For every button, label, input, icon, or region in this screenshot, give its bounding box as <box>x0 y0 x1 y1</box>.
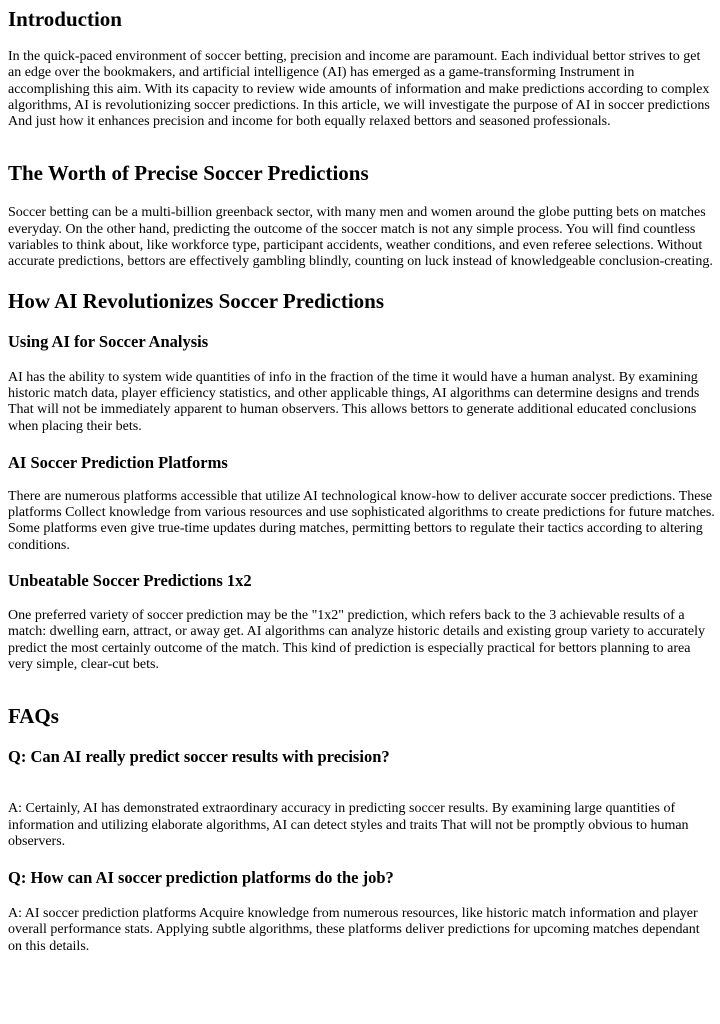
subheading-ai-analysis: Using AI for Soccer Analysis <box>8 331 209 351</box>
heading-introduction: Introduction <box>8 7 122 31</box>
faq-answer: A: AI soccer prediction platforms Acquire knowledge from numerous resources, like historic match information and player overall performance stats. Applying subtle algorithms, these platforms deliver predictions for upcoming matches dependant on this details. <box>8 906 700 954</box>
paragraph-ai-analysis: AI has the ability to system wide quantities of info in the fraction of the time it would have a human analyst. By examining historic match data, player efficiency statistics, and other applicable things, AI algorithms can determine designs and trends That will not be immediately apparent to human observers. This allows bettors to generate additional educated conclusions when placing their bets. <box>8 369 700 434</box>
heading-faqs: FAQs <box>8 704 59 729</box>
faq-question: Q: How can AI soccer prediction platforms do the job? <box>8 868 394 888</box>
subheading-1x2: Unbeatable Soccer Predictions 1x2 <box>8 571 252 591</box>
paragraph-worth: Soccer betting can be a multi-billion greenback sector, with many men and women around the globe putting bets on matches everyday. On the other hand, predicting the outcome of the soccer match is not any simple process. You will find countless variables to think about, like workforce type, participant accidents, weather conditions, and even referee selections. Without accurate predictions, bettors are effectively gambling blindly, counting on luck instead of knowledgeable conclusion-creating. <box>8 205 713 270</box>
paragraph-1x2: One preferred variety of soccer prediction may be the "1x2" prediction, which refers back to the 3 achievable results of a match: dwelling earn, attract, or away get. AI algorithms can analyze historic details and existing group variety to accurately predict the most certainly outcome of the match. This kind of prediction is especially practical for bettors planning to area very simple, clear-cut bets. <box>8 608 706 672</box>
faq-answer: A: Certainly, AI has demonstrated extraordinary accuracy in predicting soccer results. By examining large quantities of information and utilizing elaborate algorithms, AI can detect styles and traits That will not be promptly obvious to human observers. <box>8 801 689 849</box>
paragraph-platforms: There are numerous platforms accessible that utilize AI technological know-how to deliver accurate soccer predictions. These platforms Collect knowledge from various resources and use sophisticated algorithms to create predictions for future matches. Some platforms even give true-time updates during matches, permitting bettors to regulate their tactics according to altering conditions. <box>8 488 715 553</box>
faq-question: Q: Can AI really predict soccer results with precision? <box>8 747 390 767</box>
heading-worth: The Worth of Precise Soccer Predictions <box>8 161 369 186</box>
subheading-platforms: AI Soccer Prediction Platforms <box>8 452 228 472</box>
article <box>0 6 716 955</box>
heading-how-ai: How AI Revolutionizes Soccer Predictions <box>8 288 385 313</box>
paragraph-introduction: In the quick-paced environment of soccer betting, precision and income are paramount. Each individual bettor strives to get an edge over the bookmakers, and artificial intelligence (AI) has emerged as a game-transforming Instrument in accomplishing this aim. With its capacity to review wide amounts of information and make predictions according to complex algorithms, AI is revolutionizing soccer predictions. In this article, we will investigate the purpose of AI in soccer predictions And just how it enhances precision and income for both equally relaxed bettors and seasoned professionals. <box>8 49 710 130</box>
